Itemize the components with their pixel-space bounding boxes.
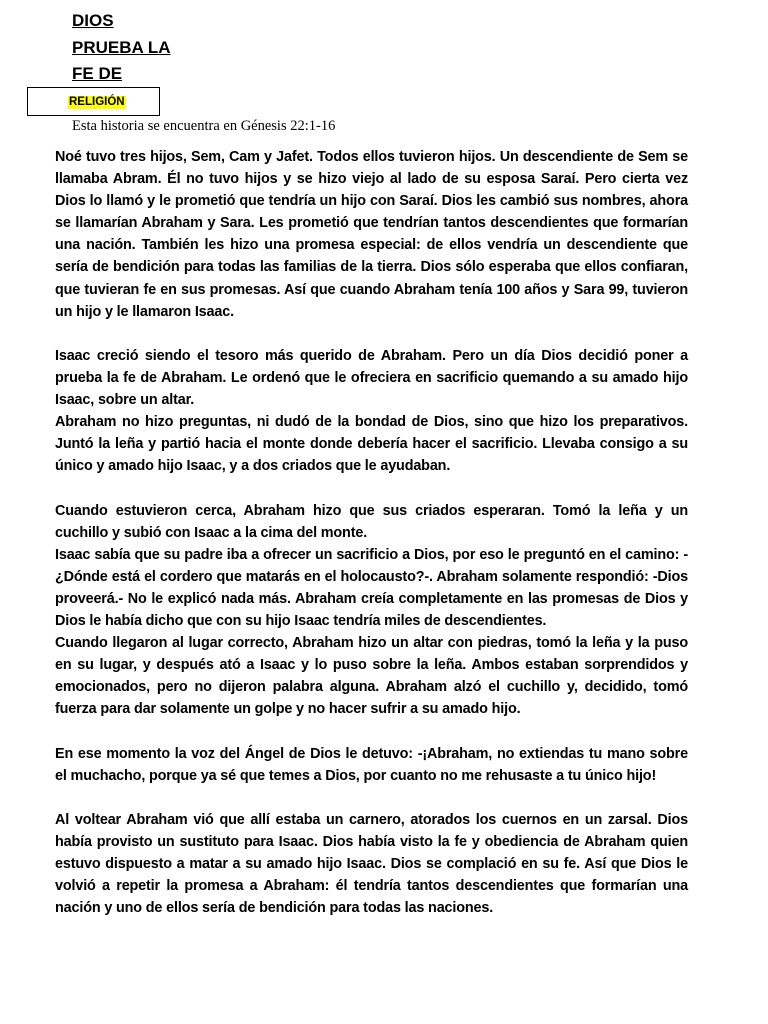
document-title: [72, 8, 212, 88]
paragraph-2: Isaac creció siendo el tesoro más querido de Abraham. Pero un día Dios decidió poner a prueba la fe de Abraham. Le ordenó que le ofreciera en sacrificio quemando a su amado hijo Isaac, sobre un altar.: [55, 347, 688, 409]
title-line-1: DIOS: [72, 11, 114, 30]
paragraph-spacer: [55, 787, 688, 809]
paragraph-3: Abraham no hizo preguntas, ni dudó de la bondad de Dios, sino que hizo los preparativos. Juntó la leña y partió hacia el monte donde debería hacer el sacrificio. Llevaba consigo a su único y amado hijo Isaac, y a dos criados que le ayudaban.: [55, 414, 688, 475]
title-line-3: FE DE: [72, 64, 123, 83]
paragraph-1: Noé tuvo tres hijos, Sem, Cam y Jafet. Todos ellos tuvieron hijos. Un descendiente de Sem se llamaba Abram. Él no tuvo hijos y se hizo viejo al lado de su esposa Saraí. Pero cierta vez Dios lo llamó y le prometió que tendría un hijo con Saraí. Dios les cambió sus nombres, ahora se llamarían Abraham y Sara. Les prometió que tendrían tantos descendientes que formarían una nación. También les hizo una promesa especial: de ellos vendría un descendiente que sería de bendición para todas las familias de la tierra. Dios sólo esperaba que ellos confiaran, que tuvieran fe en sus promesas. Así que cuando Abraham tenía 100 años y Sara 99, tuvieron un hijo y le llamaron Isaac.: [55, 149, 688, 320]
paragraph-6: Cuando llegaron al lugar correcto, Abraham hizo un altar con piedras, tomó la leña y la puso en su lugar, y después ató a Isaac y lo puso sobre la leña. Ambos estaban sorprendidos y emocionados, pero no dijeron palabra alguna. Abraham alzó el cuchillo y, decidido, tomó fuerza para dar solamente un golpe y no hacer sufrir a su amado hijo.: [55, 635, 688, 718]
paragraph-4: Cuando estuvieron cerca, Abraham hizo que sus criados esperaran. Tomó la leña y un cuchillo y subió con Isaac a la cima del monte.: [55, 502, 688, 541]
paragraph-7: En ese momento la voz del Ángel de Dios le detuvo: -¡Abraham, no extiendas tu mano sobre el muchacho, porque ya sé que temes a Dios, por cuanto no me rehusaste a tu único hijo!: [55, 745, 688, 784]
title-line-2: PRUEBA LA: [72, 37, 171, 57]
paragraph-8: Al voltear Abraham vió que allí estaba un carnero, atorados los cuernos en un zarsal. Dios había provisto un sustituto para Isaac. Dios había visto la fe y obediencia de Abraham quien estuvo dispuesto a matar a su amado hijo Isaac. Dios se complació en su fe. Así que Dios le volvió a repetir la promesa a Abraham: él tendría tantos descendientes que formarían una nación y uno de ellos sería de bendición para todas las naciones.: [55, 811, 688, 917]
paragraph-spacer: [55, 477, 688, 499]
paragraph-spacer: [55, 720, 688, 742]
subject-box: [27, 87, 160, 116]
subject-label: RELIGIÓN: [69, 96, 125, 108]
paragraph-5: Isaac sabía que su padre iba a ofrecer un sacrificio a Dios, por eso le preguntó en el camino: -¿Dónde está el cordero que matarás en el holocausto?-. Abraham solamente respondió: -Dios proveerá.- No le explicó nada más. Abraham creía completamente en las promesas de Dios y Dios le había dicho que con su hijo Isaac tendría miles de descendientes.: [55, 546, 688, 629]
scripture-reference: Esta historia se encuentra en Génesis 22:1-16: [72, 118, 336, 134]
story-body: [55, 146, 688, 919]
paragraph-spacer: [55, 323, 688, 345]
